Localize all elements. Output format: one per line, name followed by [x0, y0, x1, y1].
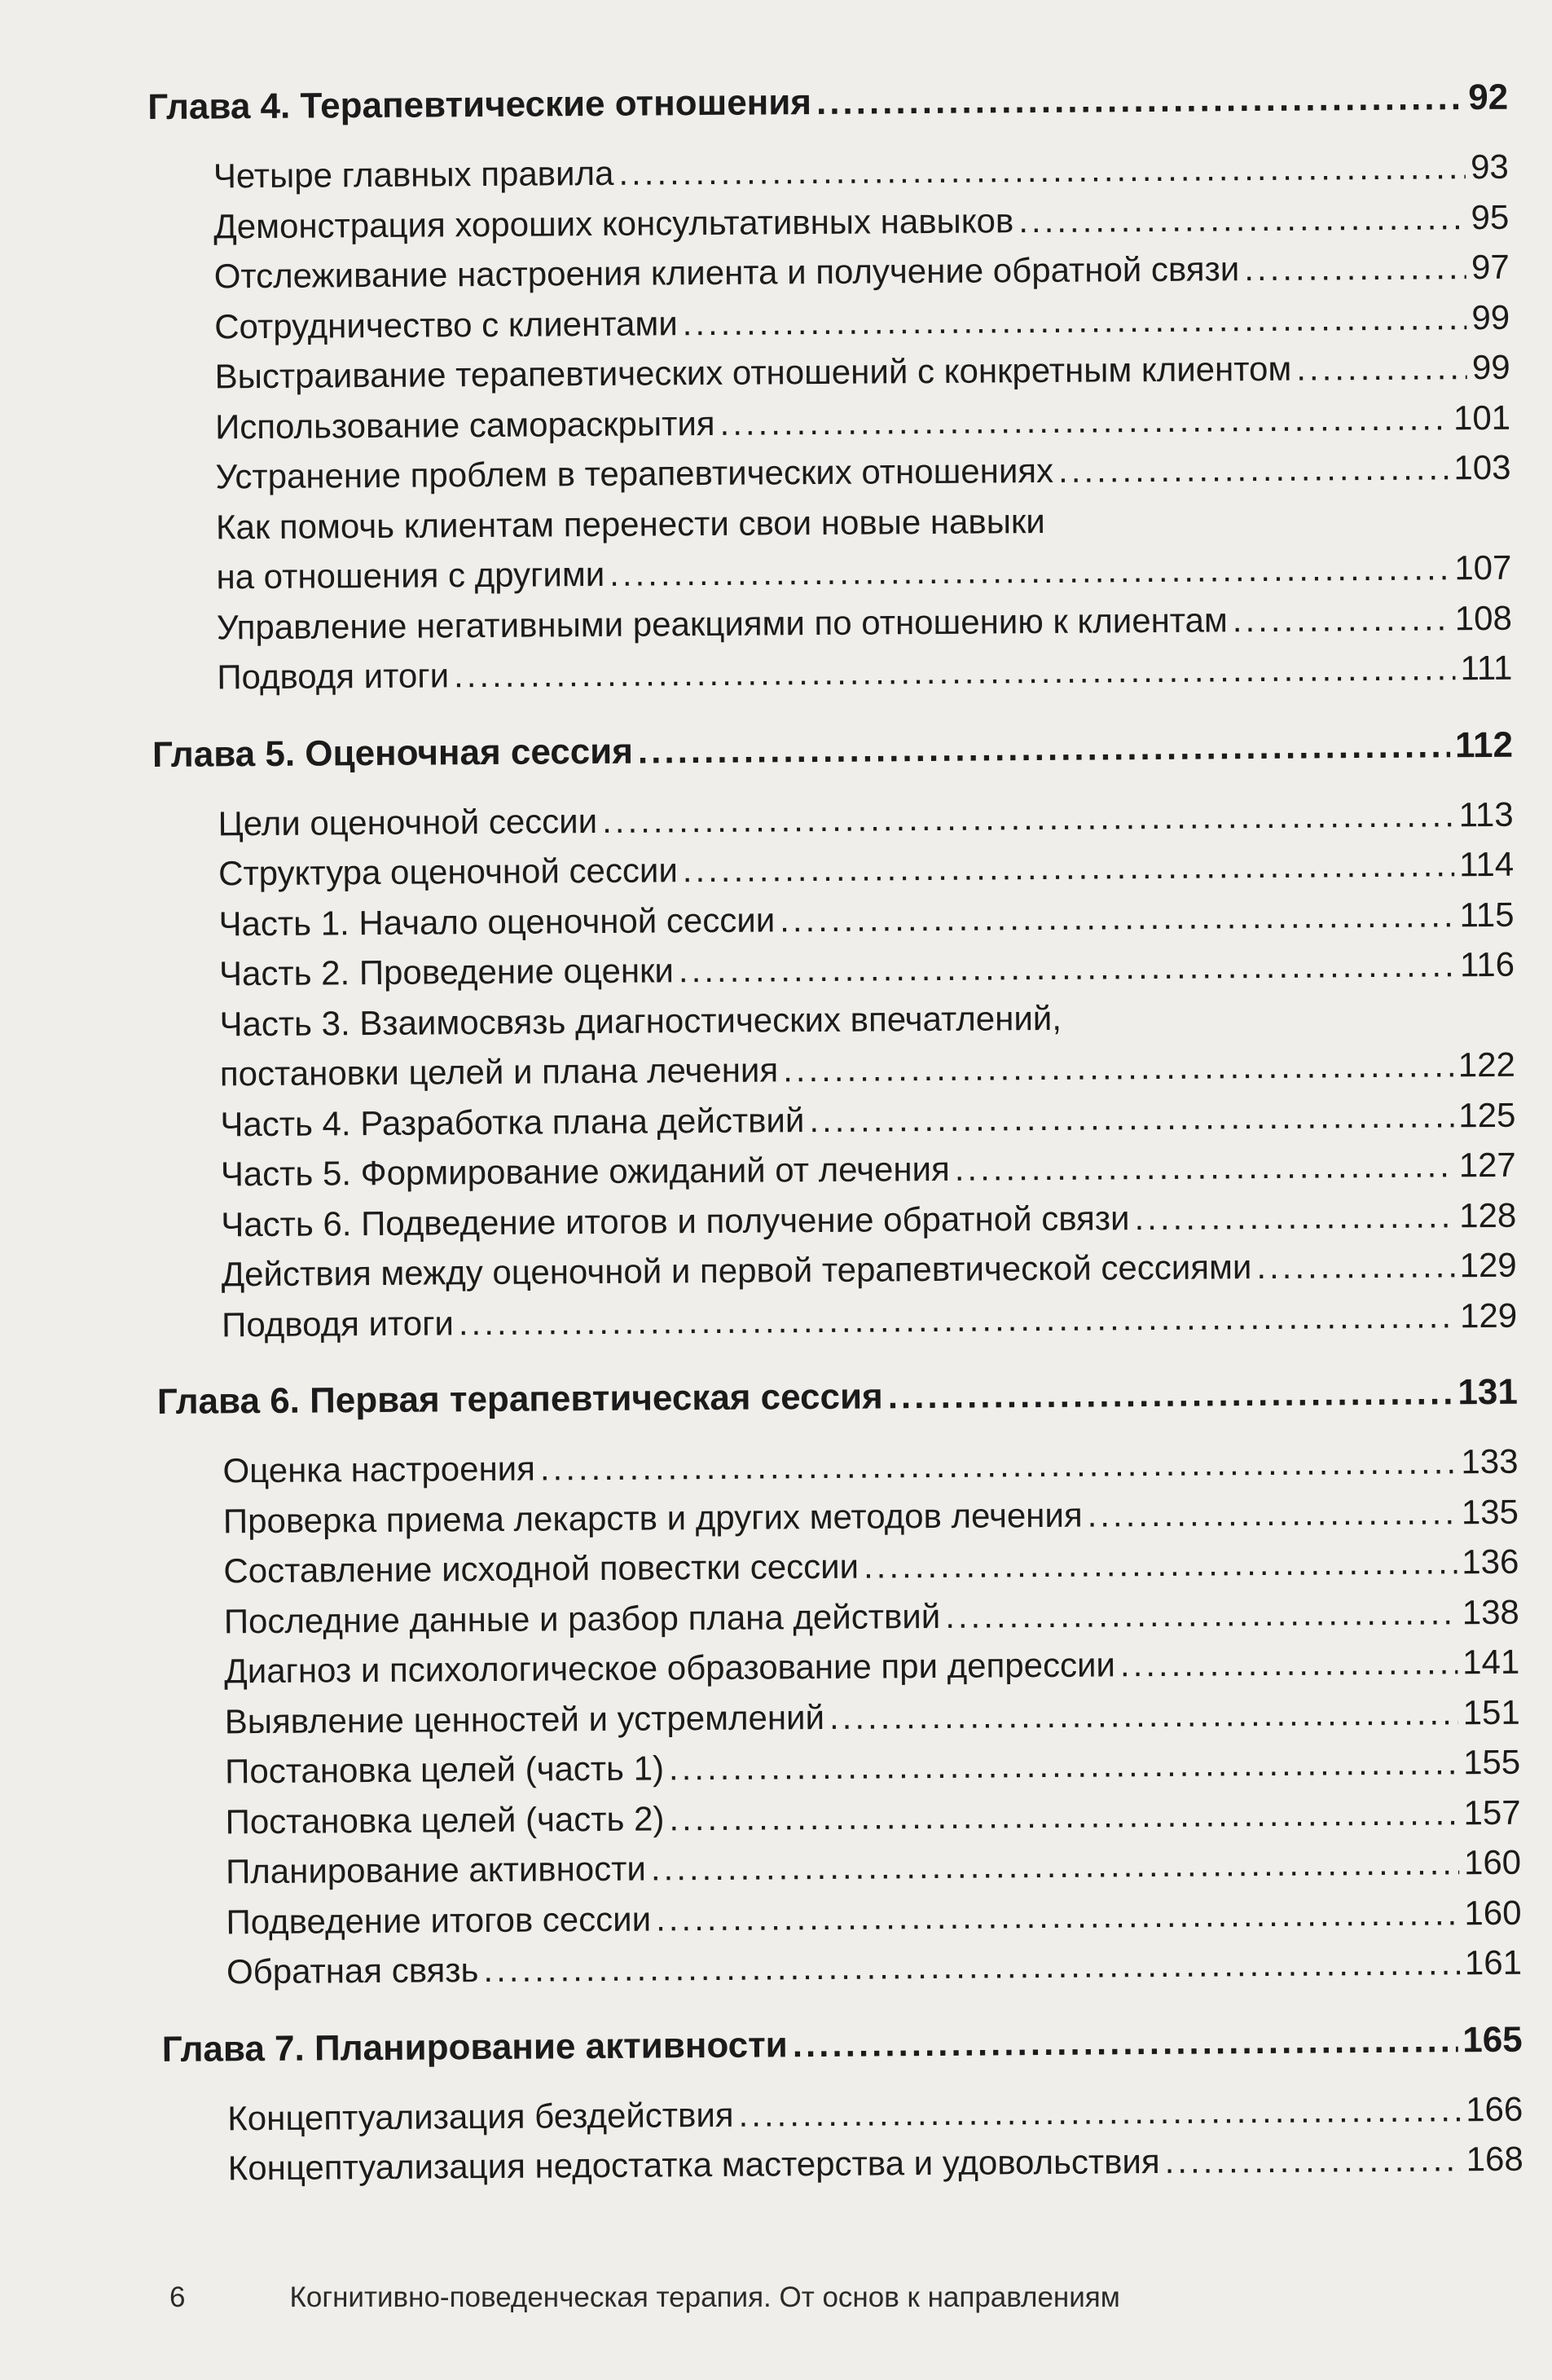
chapter-heading-page-number: 131 — [1457, 1371, 1519, 1413]
dot-leader — [1244, 242, 1466, 293]
dot-leader — [864, 1537, 1457, 1591]
toc-entry-continuation-page-number: 107 — [1454, 548, 1512, 587]
toc-entry-page-number: 108 — [1454, 598, 1513, 637]
toc-entry-page-number: 129 — [1459, 1245, 1517, 1285]
toc-entry-title: Проверка приема лекарств и других методов лечения — [222, 1495, 1083, 1540]
dot-leader — [887, 1366, 1453, 1423]
toc-entry-continuation-title: на отношения с другими — [216, 554, 605, 596]
chapter-heading-page-number: 165 — [1462, 2019, 1523, 2060]
dot-leader — [1134, 1190, 1454, 1243]
toc-entry-page-number: 99 — [1471, 297, 1510, 337]
toc-entry-title: Часть 2. Проведение оценки — [218, 951, 675, 993]
toc-entry-first-line: Как помочь клиентам перенести свои новые навыки — [215, 501, 1045, 546]
toc-entry-page-number: 160 — [1464, 1893, 1522, 1932]
toc-entry-page-number: 111 — [1460, 648, 1513, 688]
dot-leader — [656, 1888, 1460, 1944]
toc-entry-page-number: 151 — [1462, 1692, 1520, 1731]
dot-leader — [945, 1587, 1457, 1641]
toc-entry-page-number: 155 — [1462, 1742, 1521, 1782]
toc-entry-page-number: 116 — [1459, 944, 1515, 984]
toc-entry-page-number: 93 — [1470, 147, 1509, 187]
dot-leader — [816, 72, 1464, 129]
dot-leader — [829, 1687, 1458, 1742]
dot-leader — [1058, 442, 1449, 495]
toc-entry-title: Подведение итогов сессии — [226, 1899, 652, 1941]
toc-entry-title: Устранение проблем в терапевтических отношениях — [215, 451, 1054, 496]
dot-leader — [483, 1938, 1460, 1995]
toc-entry-title: Диагноз и психологическое образование при депрессии — [224, 1645, 1116, 1691]
toc-entry-title: Постановка целей (часть 1) — [225, 1749, 665, 1791]
toc-entry-title: Демонстрация хороших консультативных навыков — [213, 200, 1014, 245]
toc-entry-page-number: 135 — [1461, 1492, 1519, 1531]
chapter-heading-title: Глава 5. Оценочная сессия — [152, 731, 634, 775]
toc-entry-page-number: 115 — [1459, 895, 1515, 934]
toc-entry-first-line: Часть 3. Взаимосвязь диагностических впечатлений, — [219, 998, 1062, 1043]
dot-leader — [1120, 1637, 1458, 1690]
toc-entry-page-number: 166 — [1466, 2089, 1523, 2128]
toc-entry — [156, 1290, 1517, 1350]
toc-entry-continuation-page-number: 122 — [1457, 1045, 1516, 1084]
chapter-heading-page-number: 112 — [1454, 724, 1514, 765]
chapter-section — [147, 72, 1513, 703]
toc-entry-page-number: 113 — [1458, 794, 1514, 834]
dot-leader — [1233, 593, 1450, 644]
toc-entry-title: Оценка настроения — [222, 1449, 536, 1490]
toc-entry-title: Отслеживание настроения клиента и получение обратной связи — [213, 249, 1240, 296]
toc-entry-title: Четыре главных правила — [213, 153, 614, 196]
toc-entry-title: Постановка целей (часть 2) — [225, 1798, 665, 1841]
toc-entry-title: Структура оценочной сессии — [218, 851, 678, 893]
dot-leader — [792, 2014, 1457, 2071]
toc-entry-title: Обратная связь — [226, 1951, 479, 1991]
toc-entry — [151, 492, 1512, 602]
chapter-section — [152, 719, 1518, 1350]
toc-entry-page-number: 160 — [1463, 1842, 1522, 1882]
toc-entry — [150, 442, 1510, 503]
chapter-heading — [157, 1366, 1518, 1428]
toc-entry-page-number: 157 — [1463, 1793, 1521, 1832]
toc-entry — [152, 643, 1512, 703]
chapter-heading — [161, 2013, 1522, 2075]
running-title: Когнитивно-поведенческая терапия. От основ к направлениям — [289, 2281, 1120, 2313]
toc-entry-page-number: 99 — [1471, 347, 1510, 387]
toc-entry-page-number: 125 — [1458, 1095, 1516, 1134]
toc-entry — [161, 1938, 1522, 1998]
toc-entry-title: Часть 4. Разработка плана действий — [220, 1100, 805, 1143]
dot-leader — [719, 393, 1449, 448]
chapter-heading-title: Глава 4. Терапевтические отношения — [147, 82, 812, 127]
dot-leader — [683, 839, 1455, 895]
chapter-heading-title: Глава 6. Первая терапевтическая сессия — [156, 1376, 883, 1422]
dot-leader — [602, 790, 1454, 846]
dot-leader — [454, 643, 1456, 701]
toc-entry-page-number: 97 — [1471, 247, 1510, 287]
toc-entry-title: Часть 6. Подведение итогов и получение обратной связи — [221, 1198, 1130, 1243]
toc-entry-title: Концептуализация бездействия — [227, 2095, 734, 2137]
page-number: 6 — [169, 2281, 186, 2313]
dot-leader — [669, 1737, 1459, 1793]
toc-entry-page-number: 95 — [1471, 197, 1510, 236]
toc-entry-page-number: 133 — [1461, 1441, 1519, 1481]
dot-leader — [955, 1140, 1454, 1194]
chapter-section — [161, 2013, 1523, 2193]
toc-entry-title: Цели оценочной сессии — [218, 801, 598, 842]
dot-leader — [1256, 1240, 1455, 1291]
dot-leader — [780, 890, 1455, 945]
chapter-heading — [152, 719, 1513, 781]
toc-entry-title: Сотрудничество с клиентами — [214, 303, 678, 345]
dot-leader — [738, 2084, 1461, 2140]
toc-entry-page-number: 114 — [1458, 844, 1515, 884]
toc-entry-page-number: 128 — [1458, 1195, 1517, 1234]
toc-entry — [154, 939, 1515, 1000]
dot-leader — [1296, 342, 1467, 394]
toc-entry-title: Планирование активности — [225, 1849, 647, 1891]
dot-leader — [1087, 1487, 1457, 1540]
dot-leader — [809, 1090, 1453, 1145]
toc-entry-title: Выявление ценностей и устремлений — [224, 1697, 825, 1740]
toc-entry-page-number: 136 — [1462, 1542, 1519, 1582]
dot-leader — [459, 1291, 1456, 1348]
dot-leader — [609, 543, 1450, 599]
toc-entry-page-number: 138 — [1462, 1592, 1519, 1631]
dot-leader — [682, 293, 1466, 349]
chapter-heading — [147, 72, 1508, 134]
dot-leader — [1018, 192, 1466, 246]
chapter-section — [157, 1366, 1523, 1998]
toc-entry-title: Подводя итоги — [217, 656, 450, 697]
chapter-heading-title: Глава 7. Планирование активности — [161, 2024, 788, 2070]
toc-entry-title: Составление исходной повестки сессии — [223, 1546, 860, 1590]
dot-leader — [1164, 2134, 1461, 2186]
dot-leader — [783, 1040, 1453, 1095]
dot-leader — [638, 719, 1451, 777]
dot-leader — [651, 1837, 1460, 1894]
toc-entry-page-number: 168 — [1466, 2139, 1523, 2179]
toc-entry-page-number: 103 — [1453, 447, 1511, 487]
toc-entry-title: Подводя итоги — [222, 1303, 455, 1344]
toc-entry-title: Действия между оценочной и первой терапевтической сессиями — [221, 1247, 1252, 1294]
toc-entry-title: Часть 5. Формирование ожиданий от лечения — [220, 1149, 950, 1194]
toc-entry-title: Последние данные и разбор плана действий — [223, 1596, 941, 1640]
table-of-contents — [147, 72, 1523, 2194]
dot-leader — [540, 1436, 1457, 1494]
toc-entry-title: Выстраивание терапевтических отношений с конкретным клиентом — [214, 349, 1292, 396]
toc-entry-page-number: 161 — [1464, 1942, 1523, 1982]
toc-entry-page-number: 129 — [1459, 1296, 1518, 1335]
dot-leader — [679, 939, 1456, 995]
dot-leader — [669, 1788, 1459, 1844]
toc-entry-page-number: 127 — [1458, 1145, 1516, 1185]
page-footer — [169, 2281, 1120, 2314]
toc-entry — [154, 989, 1515, 1099]
toc-entry-page-number: 101 — [1453, 398, 1511, 437]
toc-entry-title: Часть 1. Начало оценочной сессии — [218, 900, 776, 943]
dot-leader — [618, 142, 1466, 198]
toc-entry-continuation-title: постановки целей и плана лечения — [219, 1050, 779, 1093]
toc-entry — [163, 2134, 1523, 2194]
toc-entry-title: Концептуализация недостатка мастерства и удовольствия — [227, 2141, 1160, 2188]
toc-entry-page-number: 141 — [1462, 1642, 1520, 1682]
toc-entry-title: Использование самораскрытия — [214, 403, 715, 446]
toc-entry-title: Управление негативными реакциями по отношению к клиентам — [216, 600, 1228, 646]
chapter-heading-page-number: 92 — [1468, 77, 1509, 118]
